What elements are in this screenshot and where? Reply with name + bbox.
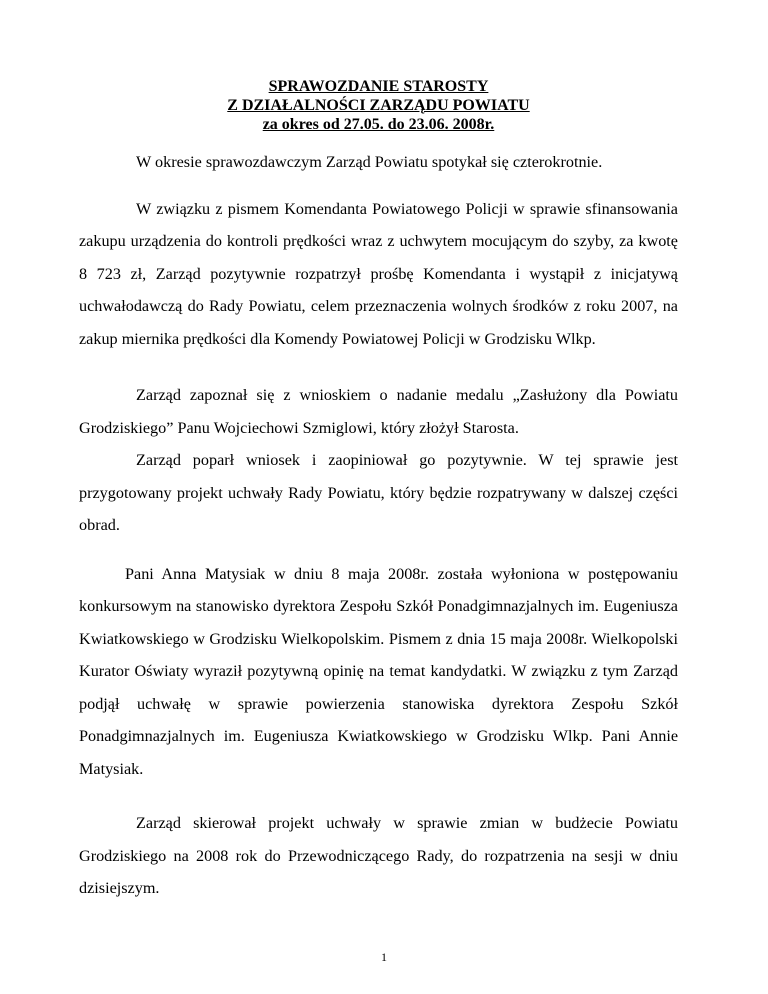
page-number: 1 — [381, 950, 387, 964]
report-heading — [79, 77, 678, 134]
report-title: SPRAWOZDANIE STAROSTY — [268, 78, 489, 95]
report-subtitle: Z DZIAŁALNOŚCI ZARZĄDU POWIATU — [227, 97, 530, 114]
paragraph-medal-support: Zarząd poparł wniosek i zaopiniował go pozytywnie. W tej sprawie jest przygotowany projekt uchwały Rady Powiatu, który będzie rozpatrywany w dalszej części obrad. — [79, 451, 678, 534]
paragraph-meetings: W okresie sprawozdawczym Zarząd Powiatu spotykał się czterokrotnie. — [136, 153, 603, 171]
paragraph-school-director: Pani Anna Matysiak w dniu 8 maja 2008r. została wyłoniona w postępowaniu konkursowym na stanowisko dyrektora Zespołu Szkół Ponadgimnazjalnych im. Eugeniusza Kwiatkowskiego w Grodzisku Wielkopolskim. Pismem z dnia 15 maja 2008r. Wielkopolski Kurator Oświaty wyraził pozytywną opinię na temat kandydatki. W związku z tym Zarząd podjął uchwałę w sprawie powierzenia stanowiska dyrektora Zespołu Szkół Ponadgimnazjalnych im. Eugeniusza Kwiatkowskiego w Grodzisku Wlkp. Pani Annie Matysiak. — [79, 564, 678, 778]
paragraph-police-request: W związku z pismem Komendanta Powiatowego Policji w sprawie sfinansowania zakupu urządzenia do kontroli prędkości wraz z uchwytem mocującym do szyby, za kwotę 8 723 zł, Zarząd pozytywnie rozpatrzył prośbę Komendanta i wystąpił z inicjatywą uchwałodawczą do Rady Powiatu, celem przeznaczenia wolnych środków z roku 2007, na zakup miernika prędkości dla Komendy Powiatowej Policji w Grodzisku Wlkp. — [79, 199, 678, 348]
paragraph-medal-proposal: Zarząd zapoznał się z wnioskiem o nadanie medalu „Zasłużony dla Powiatu Grodziskiego” Panu Wojciechowi Szmiglowi, który złożył Starosta. — [79, 386, 678, 437]
report-period: za okres od 27.05. do 23.06. 2008r. — [262, 116, 495, 133]
paragraph-budget-changes: Zarząd skierował projekt uchwały w sprawie zmian w budżecie Powiatu Grodziskiego na 2008 rok do Przewodniczącego Rady, do rozpatrzenia na sesji w dniu dzisiejszym. — [79, 814, 678, 897]
